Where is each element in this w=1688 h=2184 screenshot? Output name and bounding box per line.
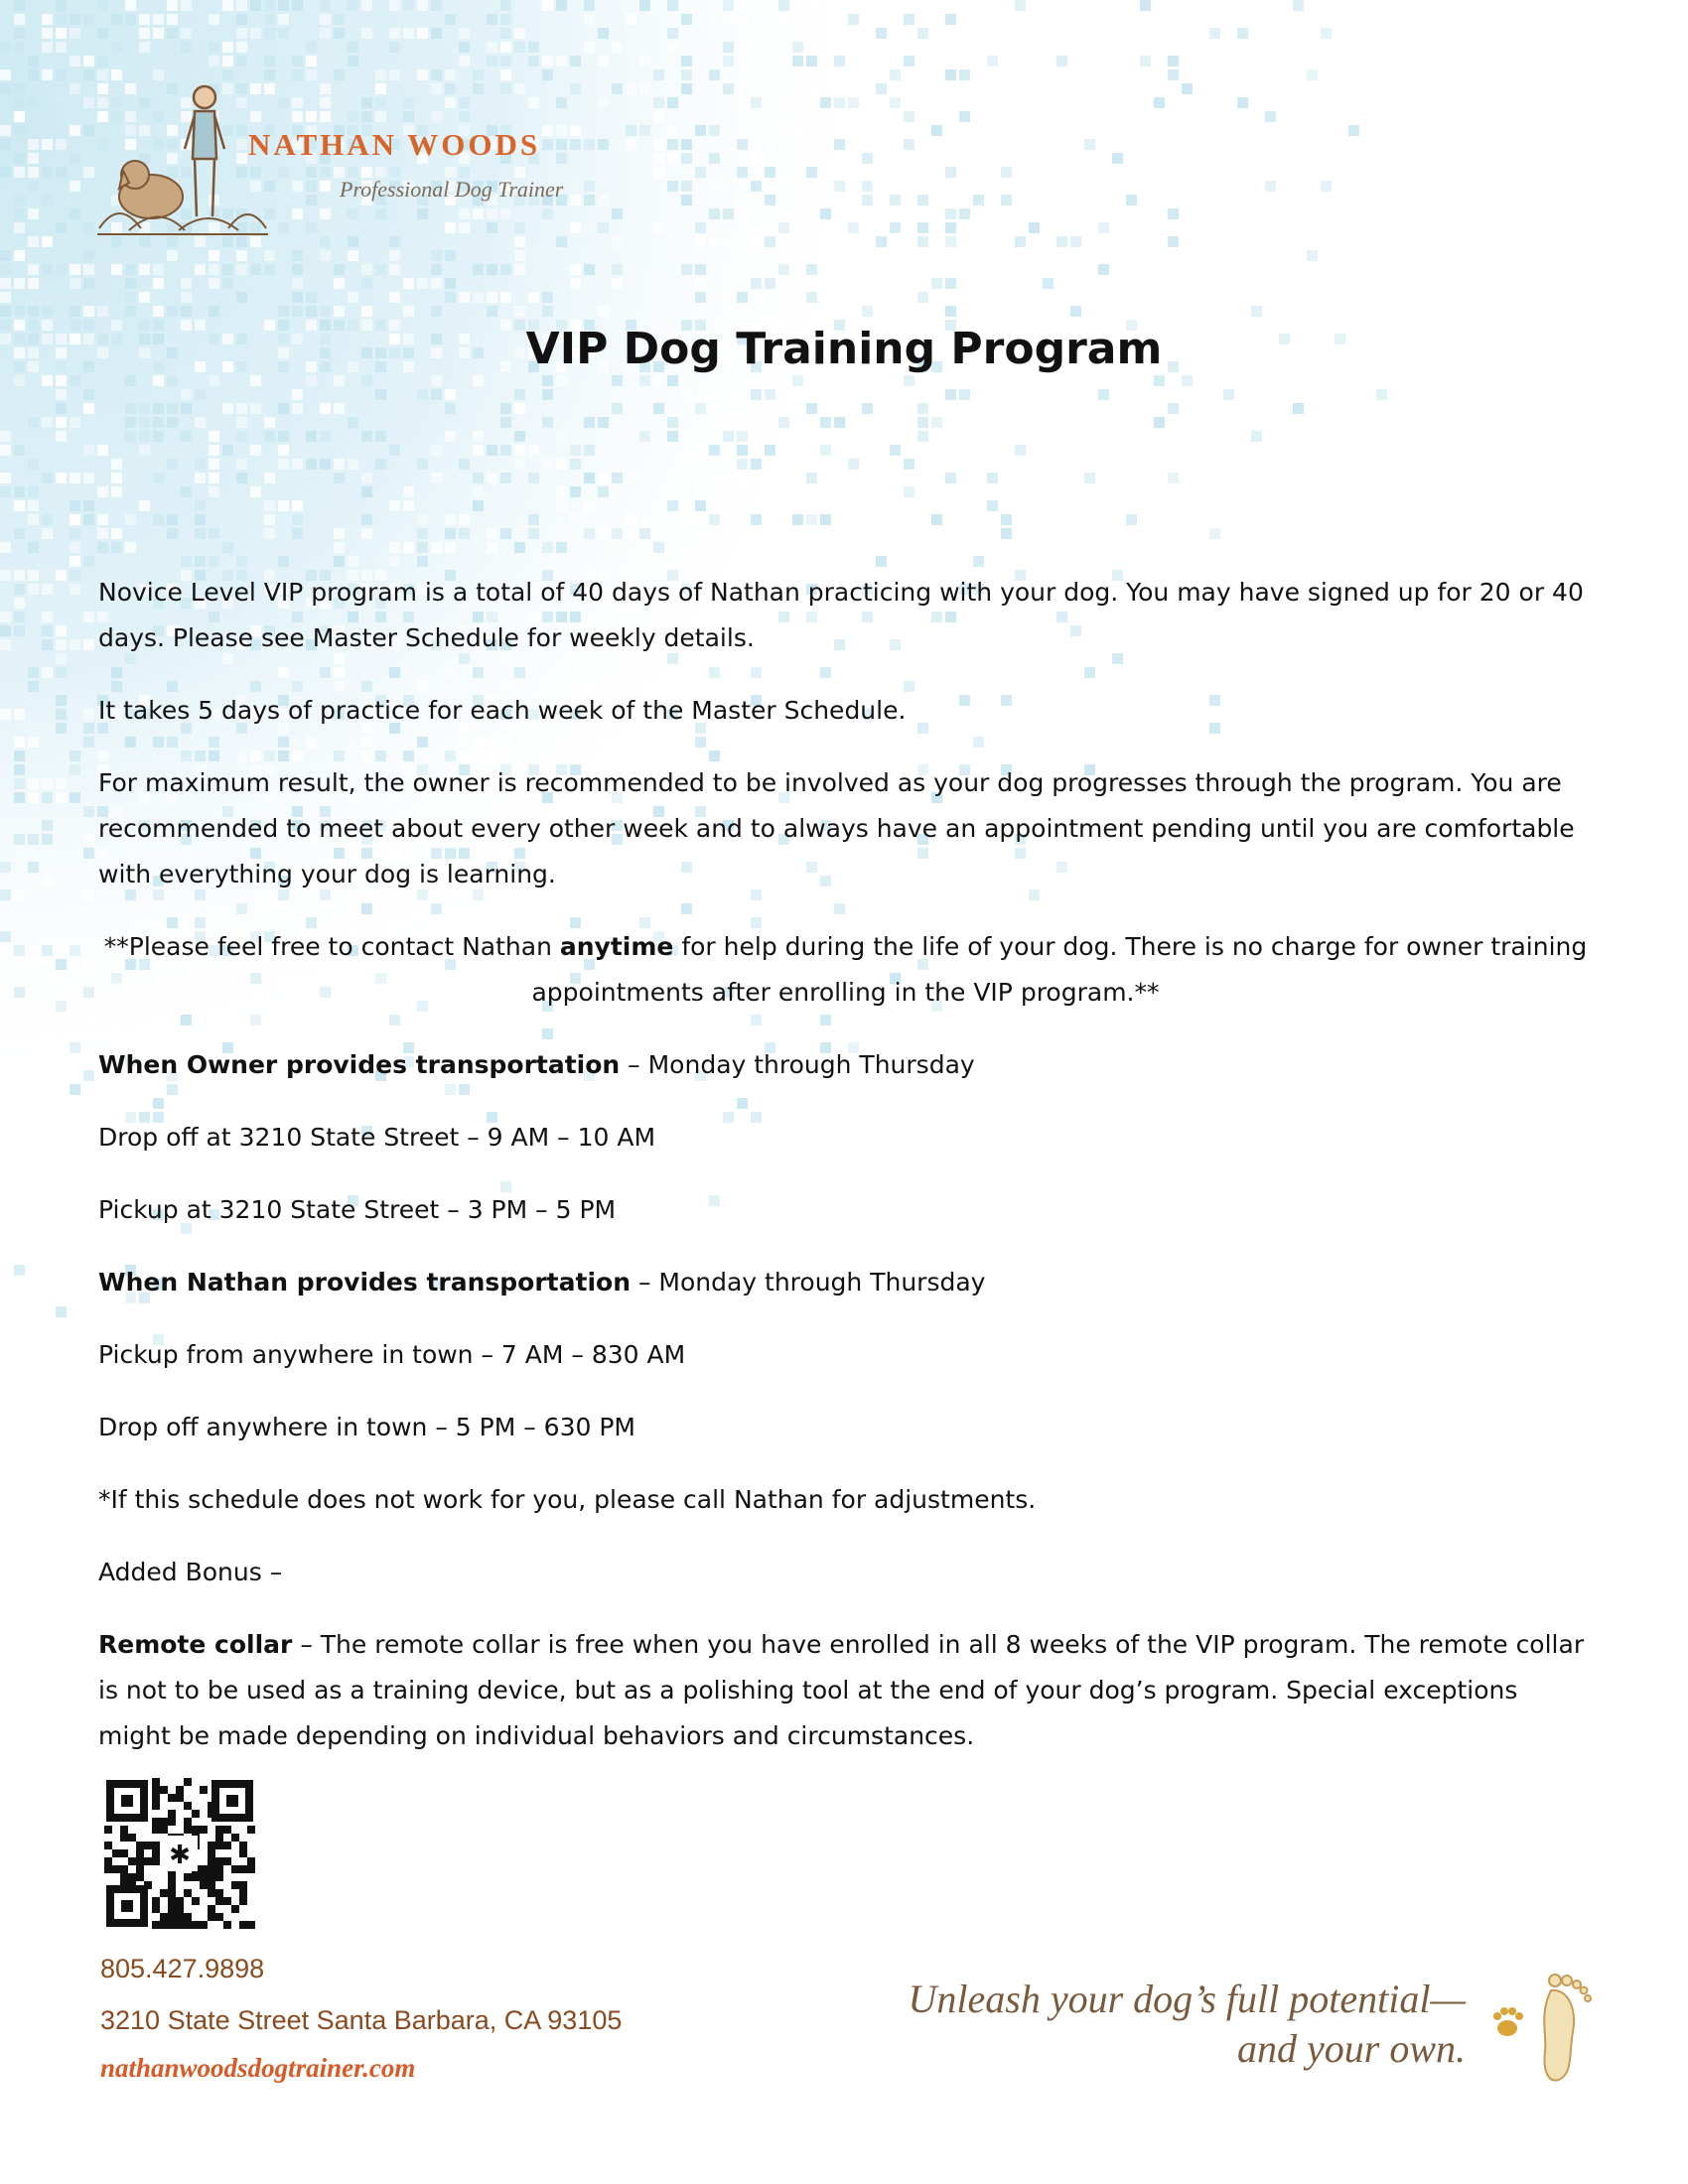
owner-pickup: Pickup at 3210 State Street – 3 PM – 5 PM <box>98 1195 617 1224</box>
owner-dropoff: Drop off at 3210 State Street – 9 AM – 10 AM <box>98 1123 656 1152</box>
page-title: VIP Dog Training Program <box>525 324 1163 374</box>
phone-number[interactable]: 805.427.9898 <box>100 1954 265 1983</box>
remote-collar-label: Remote collar <box>98 1630 293 1659</box>
logo-illustration <box>89 79 645 248</box>
slogan-line-2: and your own. <box>1237 2026 1466 2071</box>
document-body <box>98 570 1593 1786</box>
remote-collar-text: – The remote collar is free when you have enrolled in all 8 weeks of the VIP program. The remote collar is not to be used as a training device, but as a polishing tool at the end of your dog’s program. Special exceptions might be made depending on individual behaviors and circumstances. <box>98 1630 1585 1750</box>
remote-collar-paragraph <box>98 1622 1593 1759</box>
contact-note-start: **Please feel free to contact Nathan <box>103 932 560 961</box>
contact-note-end: for help during the life of your dog. There is no charge for owner training appointments after enrolling in the VIP program.** <box>531 932 1588 1007</box>
added-bonus: Added Bonus – <box>98 1558 283 1586</box>
contact-note <box>98 924 1593 1016</box>
qr-code[interactable] <box>104 1778 255 1929</box>
svg-text:✱: ✱ <box>169 1841 191 1870</box>
owner-involvement-paragraph: For maximum result, the owner is recommended to be involved as your dog progresses through the program. You are recommended to meet about every other week and to always have an appointment pending until you are comfortable with everything your dog is learning. <box>98 768 1575 888</box>
brand-tagline: Professional Dog Trainer <box>340 177 564 202</box>
schedule-note: *If this schedule does not work for you, please call Nathan for adjustments. <box>98 1485 1037 1514</box>
nathan-pickup: Pickup from anywhere in town – 7 AM – 830 AM <box>98 1340 686 1369</box>
nathan-transport-label: When Nathan provides transportation <box>98 1268 631 1297</box>
owner-transport-days: – Monday through Thursday <box>620 1050 975 1079</box>
paw-footprint-icon <box>1489 1971 1599 2090</box>
website-link[interactable]: nathanwoodsdogtrainer.com <box>100 2053 416 2083</box>
slogan-line-1: Unleash your dog’s full potential— <box>908 1977 1466 2021</box>
practice-paragraph: It takes 5 days of practice for each week of the Master Schedule. <box>98 696 907 725</box>
nathan-transport-heading <box>98 1260 1593 1305</box>
contact-note-emphasis: anytime <box>559 932 674 961</box>
nathan-transport-days: – Monday through Thursday <box>631 1268 986 1297</box>
owner-transport-label: When Owner provides transportation <box>98 1050 621 1079</box>
address: 3210 State Street Santa Barbara, CA 93105 <box>100 2005 623 2035</box>
nathan-dropoff: Drop off anywhere in town – 5 PM – 630 PM <box>98 1413 635 1441</box>
owner-transport-heading <box>98 1042 1593 1088</box>
intro-paragraph: Novice Level VIP program is a total of 40 days of Nathan practicing with your dog. You may have signed up for 20 or 40 days. Please see Master Schedule for weekly details. <box>98 578 1584 652</box>
brand-name: NATHAN WOODS <box>248 127 541 162</box>
